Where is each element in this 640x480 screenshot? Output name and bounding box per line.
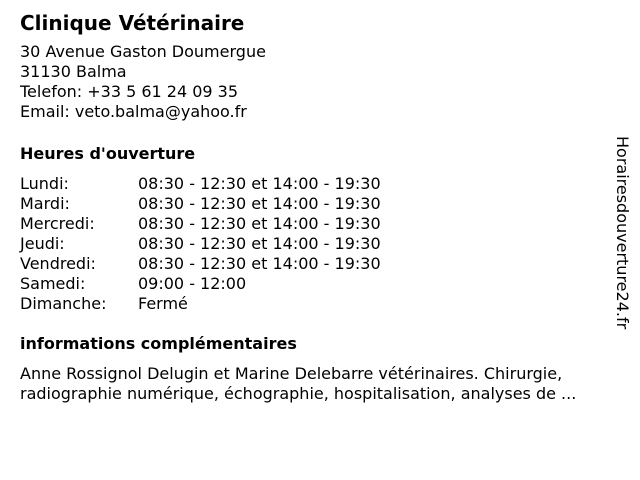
- hours-time: 08:30 - 12:30 et 14:00 - 19:30: [138, 194, 381, 213]
- hours-day: Jeudi:: [20, 234, 65, 253]
- hours-day: Dimanche:: [20, 294, 107, 313]
- hours-day: Lundi:: [20, 174, 69, 193]
- hours-day: Vendredi:: [20, 254, 96, 273]
- site-watermark: Horairesdouverture24.fr: [613, 136, 632, 330]
- hours-row-mardi: [20, 194, 440, 214]
- phone-text: Telefon: +33 5 61 24 09 35: [20, 82, 239, 101]
- hours-row-dimanche: [20, 294, 440, 314]
- address-line-2: 31130 Balma: [20, 62, 127, 81]
- hours-row-samedi: [20, 274, 440, 294]
- hours-time: 08:30 - 12:30 et 14:00 - 19:30: [138, 234, 381, 253]
- hours-time: 08:30 - 12:30 et 14:00 - 19:30: [138, 174, 381, 193]
- hours-day: Mardi:: [20, 194, 70, 213]
- hours-time: 09:00 - 12:00: [138, 274, 247, 293]
- address-line-1: 30 Avenue Gaston Doumergue: [20, 42, 266, 61]
- opening-hours-list: [20, 174, 440, 314]
- hours-row-lundi: [20, 174, 440, 194]
- hours-row-jeudi: [20, 234, 440, 254]
- hours-row-vendredi: [20, 254, 440, 274]
- hours-time: 08:30 - 12:30 et 14:00 - 19:30: [138, 254, 381, 273]
- additional-info-text: Anne Rossignol Delugin et Marine Delebarre vétérinaires. Chirurgie, radiographie numérique, échographie, hospitalisation, analyses de ...: [20, 364, 577, 403]
- hours-time: Fermé: [138, 294, 188, 313]
- clinic-card: [20, 10, 610, 403]
- additional-info-title: informations complémentaires: [20, 334, 297, 353]
- email-text: Email: veto.balma@yahoo.fr: [20, 102, 247, 121]
- hours-day: Mercredi:: [20, 214, 95, 233]
- hours-time: 08:30 - 12:30 et 14:00 - 19:30: [138, 214, 381, 233]
- hours-day: Samedi:: [20, 274, 86, 293]
- hours-row-mercredi: [20, 214, 440, 234]
- clinic-contact: [20, 42, 610, 122]
- opening-hours-title: Heures d'ouverture: [20, 144, 196, 163]
- clinic-name: Clinique Vétérinaire: [20, 11, 245, 35]
